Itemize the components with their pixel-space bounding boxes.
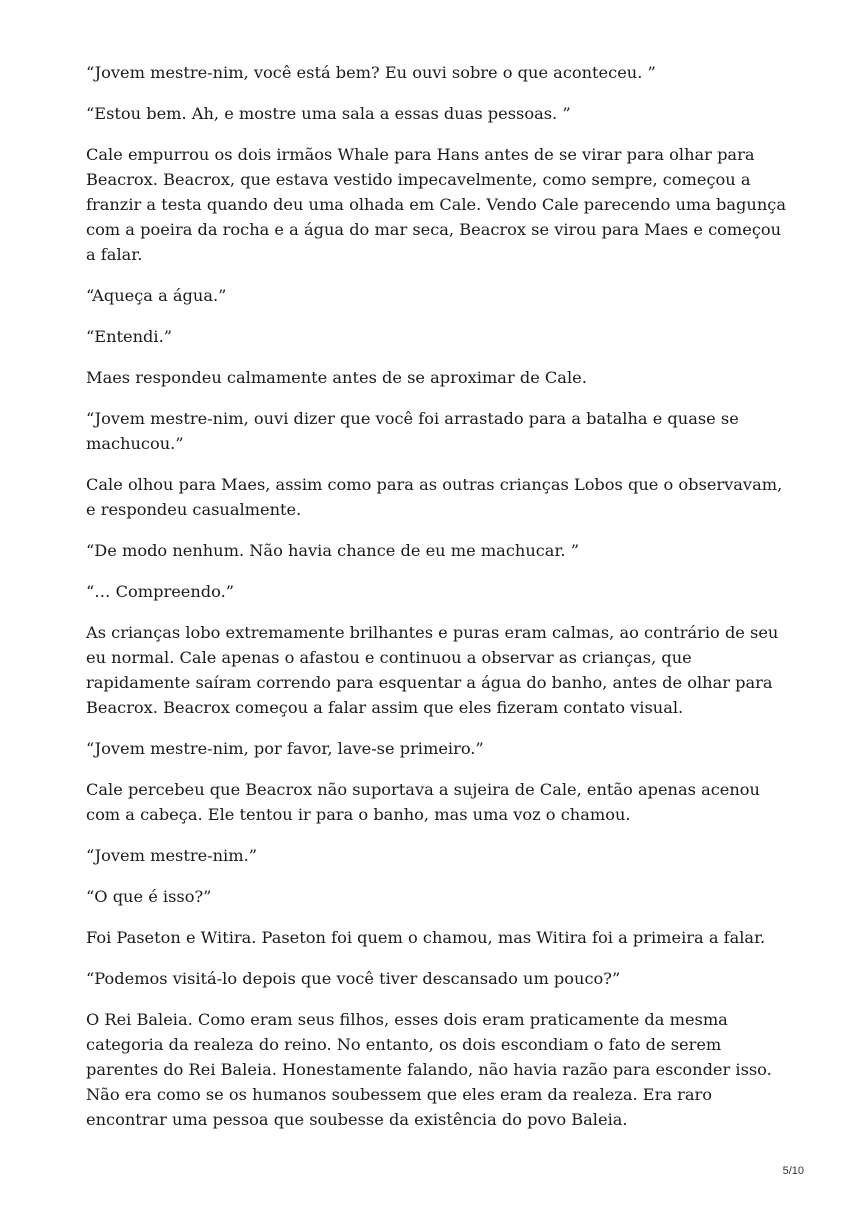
paragraph: As crianças lobo extremamente brilhantes e puras eram calmas, ao contrário de seu eu normal. Cale apenas o afastou e continuou a observar as crianças, que rapidamente saíram correndo para esquentar a água do banho, antes de olhar para Beacrox. Beacrox começou a falar assim que eles fizeram contato visual. xyxy=(86,623,779,717)
paragraph: “De modo nenhum. Não havia chance de eu me machucar. ” xyxy=(86,541,579,560)
paragraph: Cale olhou para Maes, assim como para as outras crianças Lobos que o observavam, e respondeu casualmente. xyxy=(86,475,783,519)
paragraph: “Jovem mestre-nim, você está bem? Eu ouvi sobre o que aconteceu. ” xyxy=(86,63,656,82)
paragraph: “Jovem mestre-nim.” xyxy=(86,846,258,865)
paragraph: “Aqueça a água.” xyxy=(86,286,227,305)
paragraph: “Podemos visitá-lo depois que você tiver descansado um pouco?” xyxy=(86,969,621,988)
paragraph: Maes respondeu calmamente antes de se aproximar de Cale. xyxy=(86,368,587,387)
paragraph: Cale empurrou os dois irmãos Whale para Hans antes de se virar para olhar para Beacrox. Beacrox, que estava vestido impecavelmente, como sempre, começou a franzir a testa quando deu uma olhada em Cale. Vendo Cale parecendo uma bagunça com a poeira da rocha e a água do mar seca, Beacrox se virou para Maes e começou a falar. xyxy=(86,145,786,264)
paragraph: “Jovem mestre-nim, ouvi dizer que você foi arrastado para a batalha e quase se machucou.” xyxy=(86,409,739,453)
paragraph: “… Compreendo.” xyxy=(86,582,235,601)
paragraph: Cale percebeu que Beacrox não suportava a sujeira de Cale, então apenas acenou com a cabeça. Ele tentou ir para o banho, mas uma voz o chamou. xyxy=(86,780,760,824)
paragraph: “Entendi.” xyxy=(86,327,172,346)
paragraph: “O que é isso?” xyxy=(86,887,212,906)
paragraph: “Jovem mestre-nim, por favor, lave-se primeiro.” xyxy=(86,739,484,758)
paragraph: “Estou bem. Ah, e mostre uma sala a essas duas pessoas. ” xyxy=(86,104,571,123)
paragraph: O Rei Baleia. Como eram seus filhos, esses dois eram praticamente da mesma categoria da realeza do reino. No entanto, os dois escondiam o fato de serem parentes do Rei Baleia. Honestamente falando, não havia razão para esconder isso. Não era como se os humanos soubessem que eles eram da realeza. Era raro encontrar uma pessoa que soubesse da existência do povo Baleia. xyxy=(86,1010,772,1129)
page-number: 5/10 xyxy=(782,1165,804,1177)
paragraph: Foi Paseton e Witira. Paseton foi quem o chamou, mas Witira foi a primeira a falar. xyxy=(86,928,766,947)
document-page xyxy=(86,60,786,1148)
